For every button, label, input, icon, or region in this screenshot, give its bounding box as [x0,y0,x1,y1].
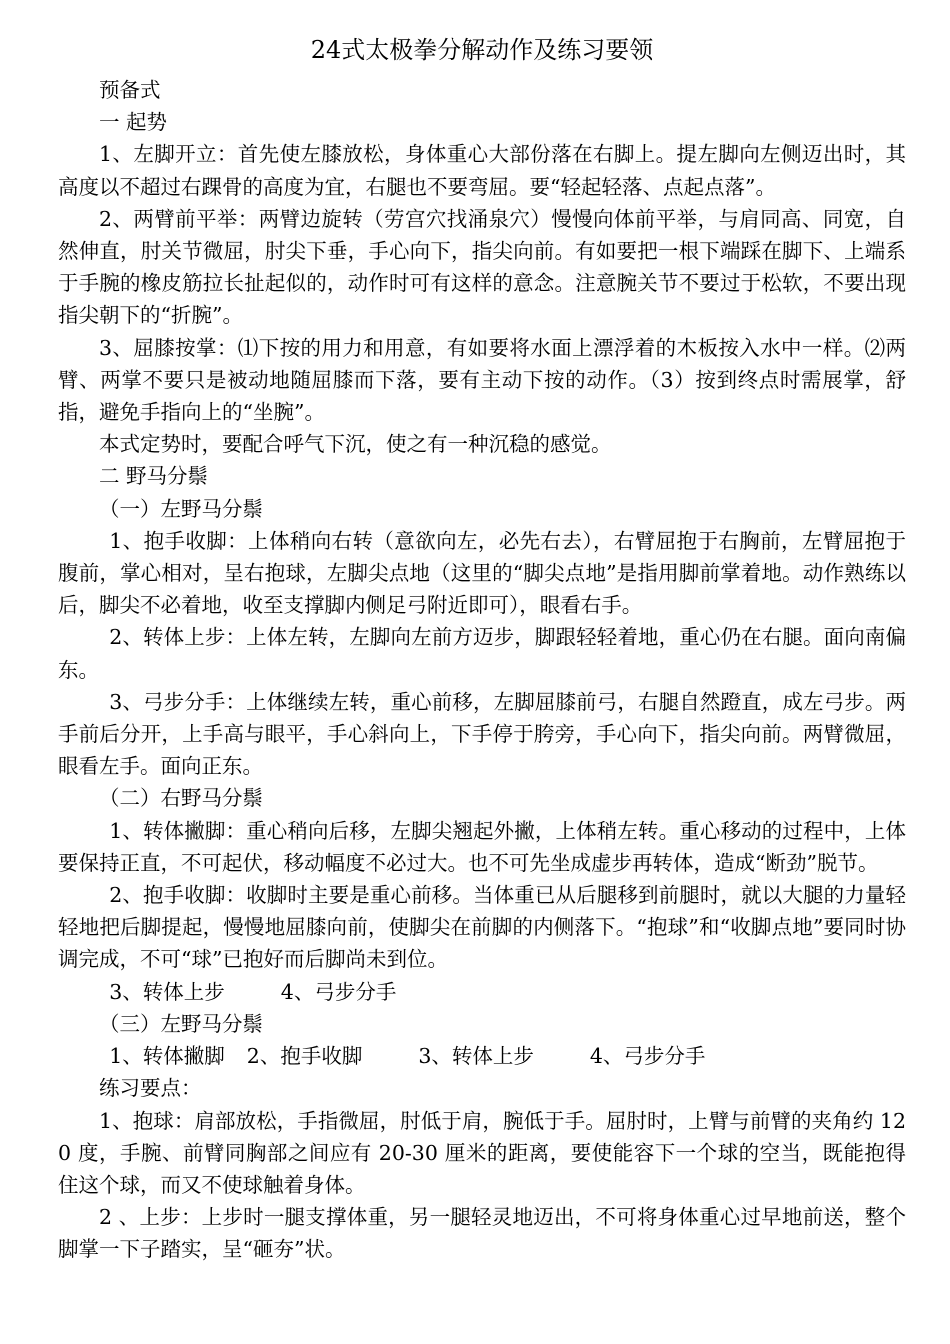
step-list [58,1040,906,1072]
paragraph: 2、转体上步：上体左转，左脚向左前方迈步，脚跟轻轻着地，重心仍在右腿。面向南偏东。 [58,625,906,682]
step-item: 2、抱手收脚 [246,1044,363,1069]
paragraph: 1、左脚开立：首先使左膝放松，身体重心大部份落在右脚上。提左脚向左侧迈出时，其高度以不超过右踝骨的高度为宜，右腿也不要弯屈。要“轻起轻落、点起点落”。 [58,142,906,199]
step-item: 4、弓步分手 [589,1044,706,1069]
step-item: 4、弓步分手 [280,979,397,1004]
paragraph: 1、抱手收脚：上体稍向右转（意欲向左，必先右去），右臂屈抱于右胸前，左臂屈抱于腹前，掌心相对，呈右抱球，左脚尖点地（这里的“脚尖点地”是指用脚前掌着地。动作熟练以后，脚尖不必着地，收至支撑脚内侧足弓附近即可），眼看右手。 [58,528,906,618]
paragraph: 本式定势时，要配合呼气下沉，使之有一种沉稳的感觉。 [99,432,612,457]
step-item: 3、转体上步 [418,1044,534,1069]
document-page [58,30,906,1266]
section-heading-yema: 二 野马分鬃 [99,464,209,489]
subsection-heading: （二）右野马分鬃 [99,786,263,811]
document-title: 24式太极拳分解动作及练习要领 [310,36,654,64]
paragraph: 2 、上步：上步时一腿支撑体重，另一腿轻灵地迈出，不可将身体重心过早地前送，整个脚掌一下子踏实，呈“砸夯”状。 [58,1205,906,1262]
step-item: 3、转体上步 [109,979,225,1004]
section-heading-qishi: 一 起势 [99,110,168,135]
paragraph: 3、屈膝按掌：⑴下按的用力和用意，有如要将水面上漂浮着的木板按入水中一样。⑵两臂、两掌不要只是被动地随屈膝而下落，要有主动下按的动作。（3）按到终点时需展掌，舒指，避免手指向上的“坐腕”。 [58,335,906,425]
step-item: 1、转体撇脚 [109,1044,225,1069]
paragraph: 1、转体撇脚：重心稍向后移，左脚尖翘起外撇，上体稍左转。重心移动的过程中，上体要保持正直，不可起伏，移动幅度不必过大。也不可先坐成虚步再转体，造成“断劲”脱节。 [58,818,906,875]
practice-points-heading: 练习要点： [99,1076,202,1101]
paragraph: 2、两臂前平举：两臂边旋转（劳宫穴找涌泉穴）慢慢向体前平举，与肩同高、同宽，自然伸直，肘关节微屈，肘尖下垂，手心向下，指尖向前。有如要把一根下端踩在脚下、上端系于手腕的橡皮筋拉长扯起似的，动作时可有这样的意念。注意腕关节不要过于松软，不要出现指尖朝下的“折腕”。 [58,206,906,328]
paragraph-preparation: 预备式 [99,78,161,102]
subsection-heading: （三）左野马分鬃 [99,1011,263,1036]
step-list [58,976,906,1008]
paragraph: 1、抱球：肩部放松，手指微屈，肘低于肩，腕低于手。屈肘时，上臂与前臂的夹角约 120 度，手腕、前臂同胸部之间应有 20-30 厘米的距离，要使能容下一个球的空当，既能抱得住这个球，而又不使球触着身体。 [58,1108,906,1197]
paragraph: 2、抱手收脚：收脚时主要是重心前移。当体重已从后腿移到前腿时，就以大腿的力量轻轻地把后脚提起，慢慢地屈膝向前，使脚尖在前脚的内侧落下。“抱球”和“收脚点地”要同时协调完成，不可“球”已抱好而后脚尚未到位。 [58,883,906,972]
subsection-heading: （一）左野马分鬃 [99,496,263,521]
paragraph: 3、弓步分手：上体继续左转，重心前移，左脚屈膝前弓，右腿自然蹬直，成左弓步。两手前后分开，上手高与眼平，手心斜向上，下手停于胯旁，手心向下，指尖向前。两臂微屈，眼看左手。面向正东。 [58,689,906,779]
